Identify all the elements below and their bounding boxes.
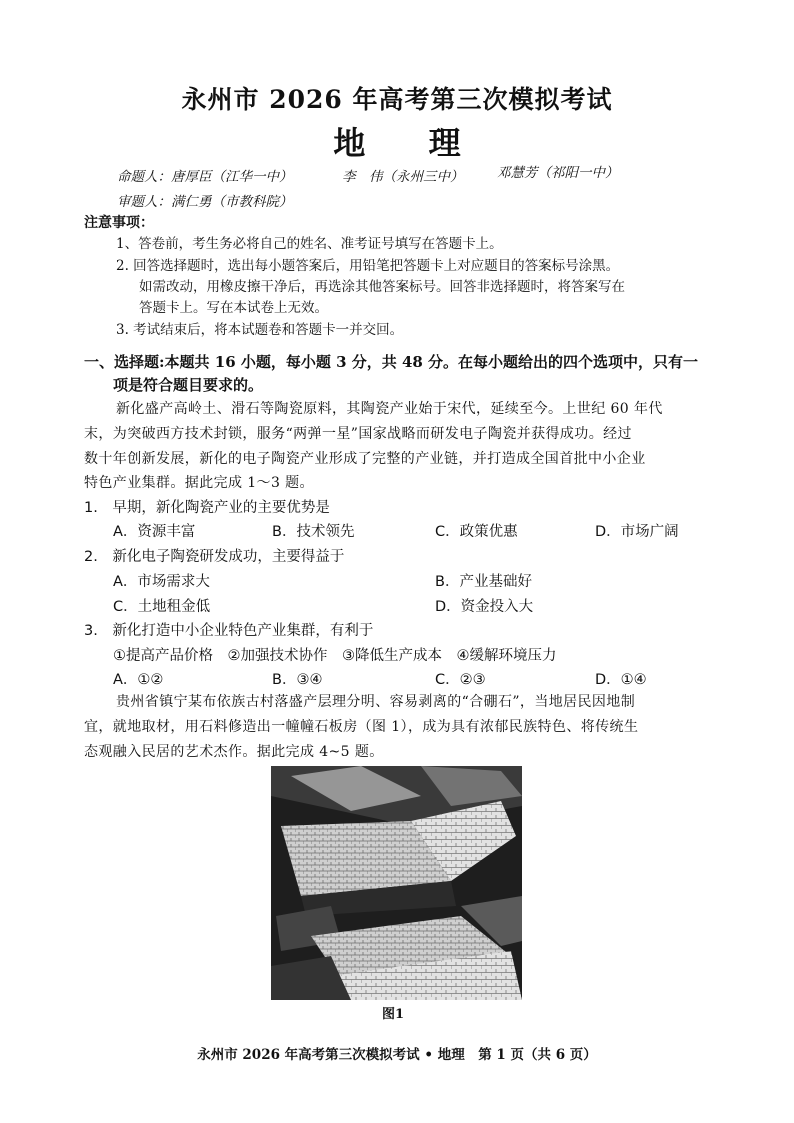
setter-2: 李 伟（永州三中） [342, 169, 464, 185]
setter-1: 命题人：唐厚臣（江华一中） [117, 169, 293, 185]
note-3: 3. 考试结束后，将本试题卷和答题卡一并交回。 [116, 322, 404, 338]
q3-option-c: C．②③ [435, 672, 486, 688]
passage1-line: 末，为突破西方技术封锁，服务“两弹一星”国家战略而研发电子陶瓷并获得成功。经过 [84, 426, 632, 442]
q3-option-b: B．③④ [272, 672, 323, 688]
passage2-line: 宜，就地取材，用石料修造出一幢幢石板房（图 1），成为具有浓郁民族特色、将传统生 [84, 719, 639, 735]
stone-house-photo [271, 766, 522, 1000]
setter-3: 邓慧芳（祁阳一中） [497, 165, 619, 181]
passage1-line: 特色产业集群。据此完成 1～3 题。 [84, 475, 314, 491]
q2-option-c: C．土地租金低 [113, 599, 211, 615]
note-2-cont: 如需改动，用橡皮擦干净后，再选涂其他答案标号。回答非选择题时，将答案写在 [139, 279, 625, 295]
subject-title: 地 理 [333, 124, 487, 162]
passage2-line: 贵州省镇宁某布依族古村落盛产层理分明、容易剥离的“合硼石”，当地居民因地制 [116, 694, 636, 710]
notes-heading: 注意事项： [84, 215, 154, 231]
note-2-cont2: 答题卡上。写在本试卷上无效。 [139, 300, 328, 316]
reviewer: 审题人：满仁勇（市教科院） [117, 194, 293, 210]
q1-option-b: B．技术领先 [272, 524, 355, 540]
passage1-line: 新化盛产高岭土、滑石等陶瓷原料，其陶瓷产业始于宋代，延续至今。上世纪 60 年代 [116, 401, 663, 417]
q2-option-b: B．产业基础好 [435, 574, 532, 590]
q3-option-a: A．①② [113, 672, 164, 688]
q2-option-d: D．资金投入大 [435, 599, 534, 615]
q2-option-a: A．市场需求大 [113, 574, 210, 590]
section-heading-cont: 项是符合题目要求的。 [113, 376, 264, 394]
section-heading: 一、选择题:本题共 16 小题，每小题 3 分，共 48 分。在每小题给出的四个选项中，只有一 [84, 353, 699, 371]
q3-option-d: D．①④ [595, 672, 647, 688]
exam-title: 永州市 2026 年高考第三次模拟考试 [181, 85, 613, 114]
note-2: 2. 回答选择题时，选出每小题答案后，用铅笔把答题卡上对应题目的答案标号涂黑。 [116, 258, 620, 274]
passage1-line: 数十年创新发展，新化的电子陶瓷产业形成了完整的产业链，并打造成全国首批中小企业 [84, 451, 646, 467]
q1-option-c: C．政策优惠 [435, 524, 518, 540]
q1-option-d: D．市场广阔 [595, 524, 679, 540]
note-1: 1、答卷前，考生务必将自己的姓名、准考证号填写在答题卡上。 [116, 236, 503, 252]
q1-option-a: A．资源丰富 [113, 524, 196, 540]
q2-stem: 2. 新化电子陶瓷研发成功，主要得益于 [84, 549, 345, 565]
q3-choices: ①提高产品价格 ②加强技术协作 ③降低生产成本 ④缓解环境压力 [113, 648, 557, 664]
q1-stem: 1. 早期，新化陶瓷产业的主要优势是 [84, 500, 330, 516]
passage2-line: 态观融入民居的艺术杰作。据此完成 4~5 题。 [84, 744, 384, 760]
page-footer: 永州市 2026 年高考第三次模拟考试 • 地理 第 1 页（共 6 页） [197, 1047, 597, 1063]
q3-stem: 3. 新化打造中小企业特色产业集群，有利于 [84, 623, 374, 639]
figure-caption: 图1 [382, 1007, 405, 1022]
